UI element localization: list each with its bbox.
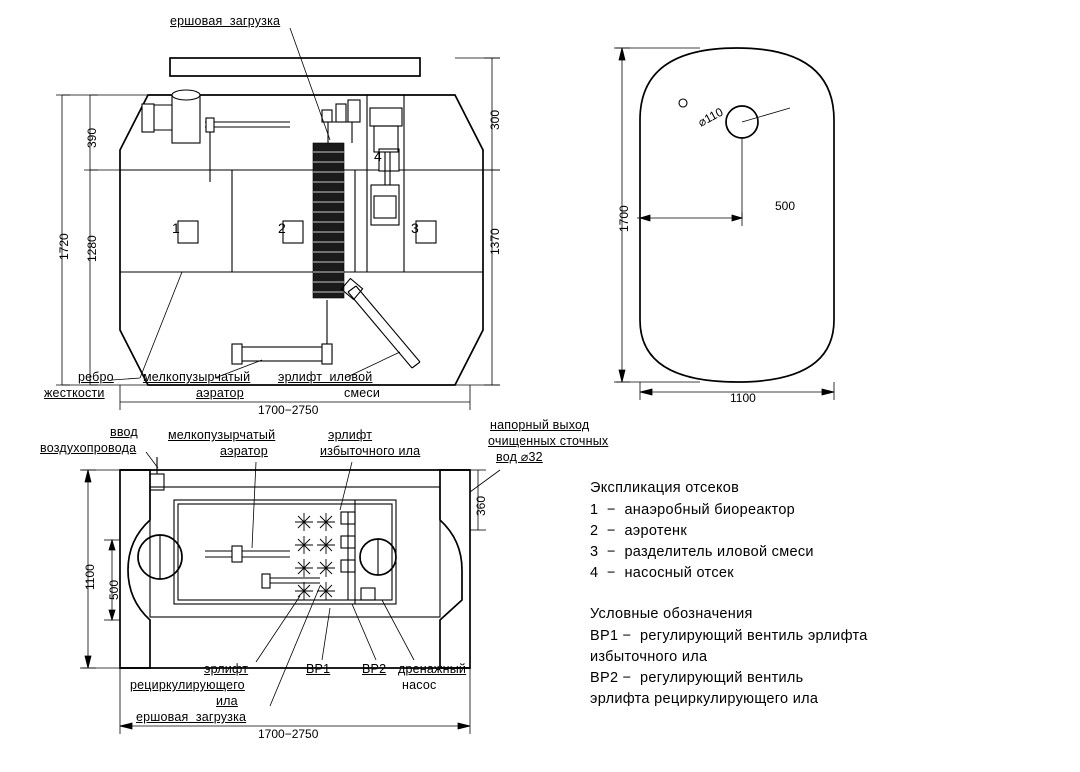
legend-symbol-1: ВР1 − регулирующий вентиль эрлифта xyxy=(590,628,868,644)
callout-aerator-line1: мелкопузырчатый xyxy=(143,370,251,384)
callout-erlift-izb-line2: избыточного ила xyxy=(320,444,421,458)
callout-erlift-ilovoy-smesi-line2: смеси xyxy=(344,386,381,400)
callout-erlift-recirk-line1: эрлифт xyxy=(204,662,249,676)
legend-section-2: 2 − аэротенк xyxy=(590,523,688,539)
legend-sections-title: Экспликация отсеков xyxy=(590,480,740,496)
dim-d110: ⌀110 xyxy=(695,104,726,130)
legend-symbols-title: Условные обозначения xyxy=(590,606,753,622)
legend-section-3: 3 − разделитель иловой смеси xyxy=(590,544,814,560)
chamber-number-1: 1 xyxy=(172,220,180,236)
dim-plan-1100: 1100 xyxy=(83,564,97,590)
callout-napornyi-line3: вод ⌀32 xyxy=(496,450,543,464)
callout-ershovaya-zagruzka-plan: ершовая загрузка xyxy=(136,710,247,724)
legend-symbol-2b: эрлифта рециркулирующего ила xyxy=(590,691,819,707)
callout-vvod-line1: ввод xyxy=(110,425,138,439)
callout-aerator-plan-line1: мелкопузырчатый xyxy=(168,428,276,442)
callout-vr1: ВР1 xyxy=(306,662,331,676)
legend-section-4: 4 − насосный отсек xyxy=(590,565,734,581)
callout-napornyi-line1: напорный выход xyxy=(490,418,590,432)
dim-plan-500: 500 xyxy=(107,579,121,600)
dim-1700: 1700 xyxy=(617,205,631,232)
dim-width-front: 1700−2750 xyxy=(258,403,319,417)
callout-rebro-zhestkosti-line1: ребро xyxy=(78,370,114,384)
callout-aerator-plan-line2: аэратор xyxy=(220,444,268,458)
chamber-number-2: 2 xyxy=(278,220,286,236)
callout-erlift-recirk-line2: рециркулирующего xyxy=(130,678,245,692)
dim-1370: 1370 xyxy=(488,228,502,255)
callout-erlift-recirk-line3: ила xyxy=(216,694,238,708)
dim-300: 300 xyxy=(488,109,502,130)
callout-drenazhnyi-nasos-line2: насос xyxy=(402,678,437,692)
callout-vr2: ВР2 xyxy=(362,662,387,676)
callout-rebro-zhestkosti-line2: жесткости xyxy=(44,386,105,400)
dim-500: 500 xyxy=(775,199,796,213)
callout-napornyi-line2: очищенных сточных xyxy=(488,434,609,448)
chamber-number-4: 4 xyxy=(374,148,382,164)
dim-1100: 1100 xyxy=(730,391,756,405)
dim-1720: 1720 xyxy=(57,233,71,260)
callout-erlift-ilovoy-smesi-line1: эрлифт иловой xyxy=(278,370,373,384)
callout-vvod-line2: воздухопровода xyxy=(40,441,137,455)
callout-drenazhnyi-nasos-line1: дренажный xyxy=(398,662,467,676)
legend-symbol-2: ВР2 − регулирующий вентиль xyxy=(590,670,804,686)
legend-symbol-1b: избыточного ила xyxy=(590,649,708,665)
dim-1280: 1280 xyxy=(85,235,99,262)
dim-390: 390 xyxy=(85,127,99,148)
dim-plan-360: 360 xyxy=(474,495,488,516)
callout-aerator-line2: аэратор xyxy=(196,386,244,400)
chamber-number-3: 3 xyxy=(411,220,419,236)
callout-erlift-izb-line1: эрлифт xyxy=(328,428,373,442)
dim-plan-width: 1700−2750 xyxy=(258,727,319,741)
callout-ershovaya-zagruzka-top: ершовая загрузка xyxy=(170,14,281,28)
legend-section-1: 1 − анаэробный биореактор xyxy=(590,502,796,518)
